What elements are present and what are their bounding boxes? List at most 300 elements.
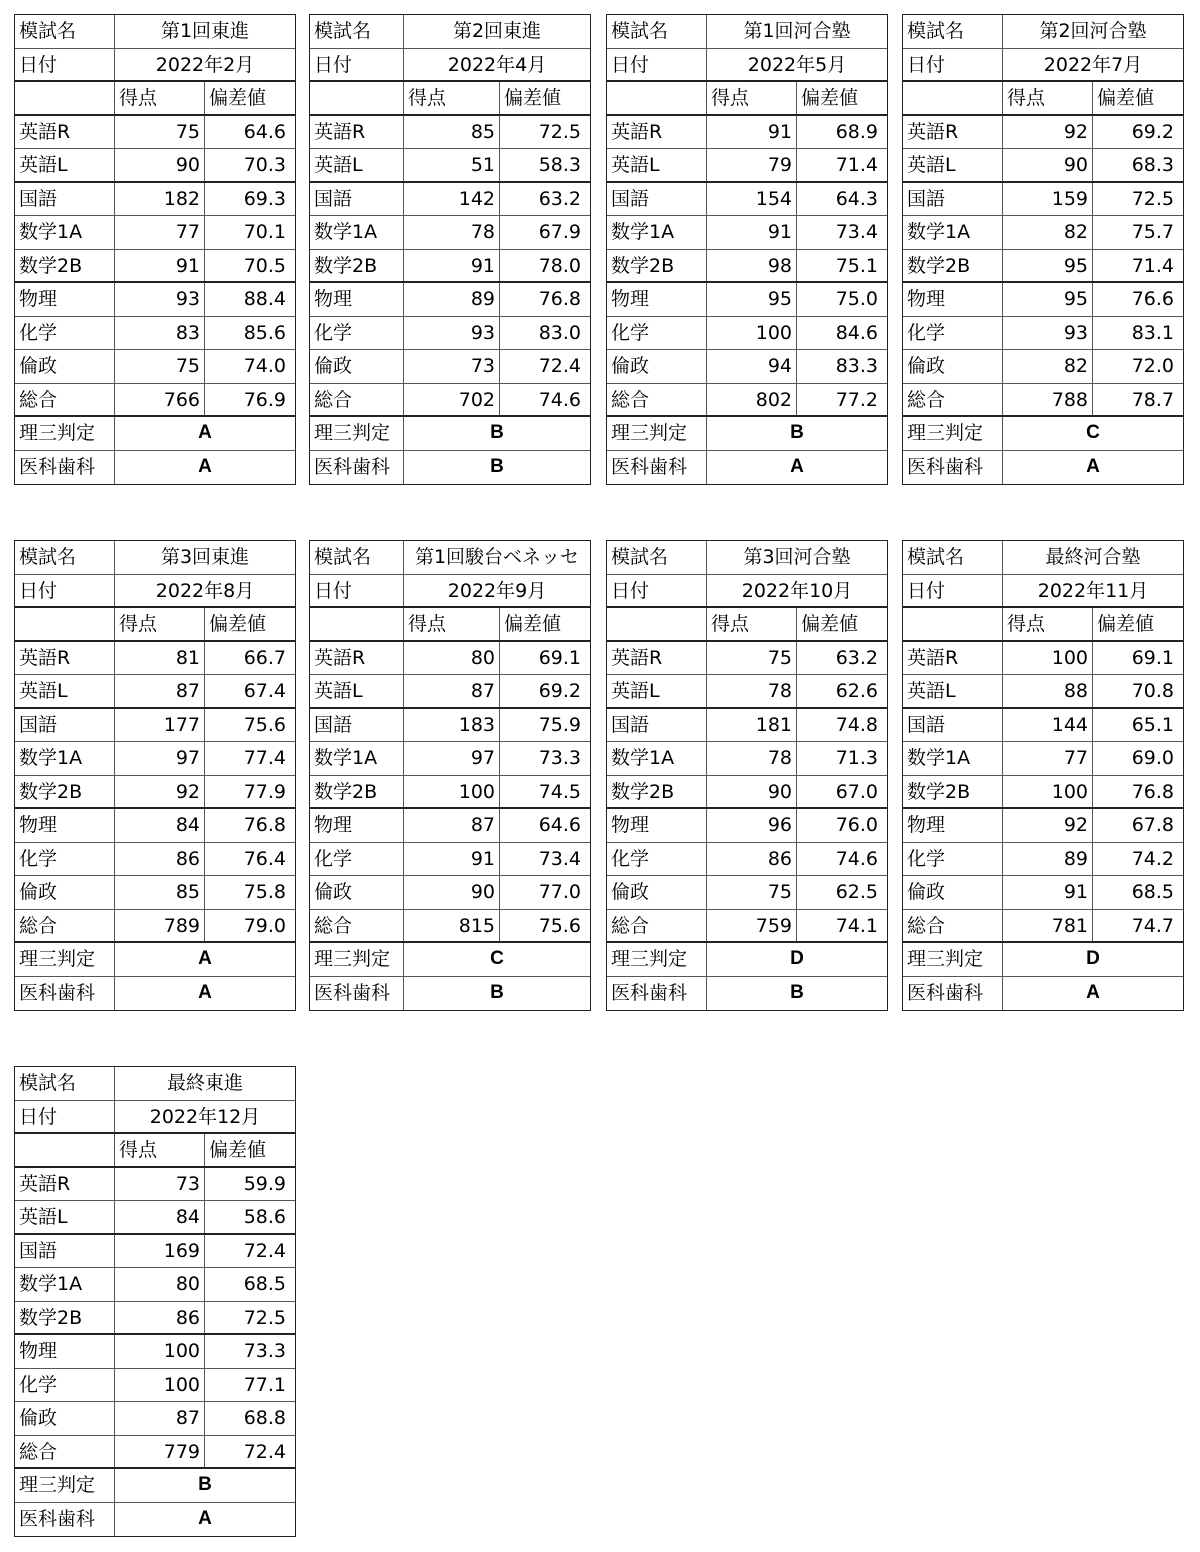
medical-judgment-label: 医科歯科 bbox=[15, 451, 115, 485]
exam-name-row bbox=[310, 541, 590, 575]
exam-date-row bbox=[15, 49, 295, 83]
blank-header-cell bbox=[310, 608, 404, 640]
subject-deviation: 72.4 bbox=[538, 355, 581, 377]
subject-deviation: 74.2 bbox=[1131, 847, 1174, 870]
exam-date-row bbox=[310, 49, 590, 83]
subject-deviation: 75.0 bbox=[835, 288, 878, 310]
exam-name-label: 模試名 bbox=[310, 15, 404, 48]
medical-judgment-label: 医科歯科 bbox=[310, 451, 404, 485]
subject-name: 数学1A bbox=[310, 216, 404, 249]
subject-deviation: 74.1 bbox=[835, 914, 878, 937]
riken3-judgment-label: 理三判定 bbox=[607, 417, 707, 450]
score-header: 得点 bbox=[1003, 82, 1093, 114]
subject-score: 78 bbox=[404, 216, 500, 249]
subject-name: 英語L bbox=[903, 149, 1003, 181]
subject-score: 80 bbox=[115, 1268, 205, 1301]
subject-deviation: 64.6 bbox=[538, 814, 581, 836]
column-header-row bbox=[903, 82, 1183, 116]
subject-deviation: 72.4 bbox=[243, 1440, 286, 1463]
subject-name: 数学2B bbox=[15, 250, 115, 282]
subject-name: 物理 bbox=[15, 283, 115, 316]
subject-score: 93 bbox=[1003, 317, 1093, 350]
subject-score: 85 bbox=[404, 116, 500, 149]
subject-name: 物理 bbox=[15, 809, 115, 842]
blank-header-cell bbox=[903, 82, 1003, 114]
subject-score: 94 bbox=[707, 350, 797, 383]
subject-score: 96 bbox=[707, 809, 797, 842]
subject-row bbox=[310, 843, 590, 877]
subject-name: 国語 bbox=[15, 1235, 115, 1268]
medical-judgment-grade: A bbox=[198, 1507, 212, 1529]
medical-judgment-label: 医科歯科 bbox=[903, 977, 1003, 1011]
subject-deviation: 77.2 bbox=[835, 388, 878, 411]
medical-judgment-label: 医科歯科 bbox=[903, 451, 1003, 485]
subject-name: 総合 bbox=[903, 384, 1003, 416]
subject-name: 国語 bbox=[310, 709, 404, 742]
medical-judgment-label: 医科歯科 bbox=[15, 1503, 115, 1537]
subject-row bbox=[903, 910, 1183, 944]
subject-deviation: 79.0 bbox=[243, 914, 286, 937]
subject-deviation: 76.9 bbox=[243, 388, 286, 411]
subject-score: 84 bbox=[115, 1201, 205, 1233]
deviation-header: 偏差値 bbox=[1097, 87, 1155, 109]
riken3-judgment-grade: B bbox=[490, 422, 504, 443]
subject-score: 95 bbox=[707, 283, 797, 316]
exam-date-value: 2022年2月 bbox=[155, 53, 255, 76]
medical-judgment-grade: B bbox=[790, 981, 804, 1003]
column-header-row bbox=[607, 608, 887, 642]
subject-deviation: 69.1 bbox=[538, 646, 581, 669]
subject-name: 英語R bbox=[903, 116, 1003, 149]
subject-name: 国語 bbox=[903, 183, 1003, 216]
subject-score: 51 bbox=[404, 149, 500, 181]
exam-name-value: 最終東進 bbox=[166, 1072, 243, 1094]
exam-name-value: 最終河合塾 bbox=[1045, 546, 1141, 568]
exam-sheet bbox=[309, 540, 591, 1011]
subject-deviation: 76.6 bbox=[1131, 288, 1174, 310]
subject-row bbox=[15, 843, 295, 877]
subject-row bbox=[903, 776, 1183, 810]
exam-name-row bbox=[607, 541, 887, 575]
exam-name-value: 第2回東進 bbox=[452, 20, 542, 42]
subject-row bbox=[607, 709, 887, 743]
subject-deviation: 85.6 bbox=[243, 321, 286, 344]
riken3-judgment-grade: C bbox=[1086, 422, 1100, 443]
subject-name: 数学1A bbox=[15, 742, 115, 775]
subject-score: 759 bbox=[707, 910, 797, 942]
subject-name: 物理 bbox=[903, 809, 1003, 842]
subject-name: 国語 bbox=[903, 709, 1003, 742]
subject-row bbox=[15, 250, 295, 284]
subject-score: 92 bbox=[1003, 116, 1093, 149]
riken3-judgment-row bbox=[310, 943, 590, 977]
subject-name: 倫政 bbox=[15, 1402, 115, 1435]
subject-row bbox=[310, 350, 590, 384]
subject-name: 英語L bbox=[310, 149, 404, 181]
subject-name: 総合 bbox=[15, 1436, 115, 1468]
exam-date-row bbox=[607, 49, 887, 83]
subject-name: 物理 bbox=[607, 283, 707, 316]
riken3-judgment-label: 理三判定 bbox=[15, 417, 115, 450]
subject-row bbox=[903, 317, 1183, 351]
subject-row bbox=[310, 183, 590, 217]
subject-name: 数学2B bbox=[310, 250, 404, 282]
subject-score: 91 bbox=[115, 250, 205, 282]
subject-name: 化学 bbox=[15, 1369, 115, 1402]
exam-date-row bbox=[607, 575, 887, 609]
exam-date-label: 日付 bbox=[607, 49, 707, 81]
exam-name-value: 第3回東進 bbox=[160, 546, 250, 568]
subject-row bbox=[15, 350, 295, 384]
subject-name: 国語 bbox=[607, 709, 707, 742]
exam-date-label: 日付 bbox=[607, 575, 707, 607]
subject-name: 英語R bbox=[15, 116, 115, 149]
medical-judgment-row bbox=[15, 977, 295, 1011]
subject-score: 97 bbox=[404, 742, 500, 775]
exam-name-value: 第1回東進 bbox=[160, 20, 250, 42]
subject-score: 702 bbox=[404, 384, 500, 416]
subject-score: 86 bbox=[115, 843, 205, 876]
subject-row bbox=[607, 350, 887, 384]
exam-sheet bbox=[309, 14, 591, 485]
subject-name: 物理 bbox=[310, 283, 404, 316]
column-header-row bbox=[903, 608, 1183, 642]
subject-deviation: 76.8 bbox=[1131, 780, 1174, 803]
subject-name: 数学2B bbox=[310, 776, 404, 808]
medical-judgment-grade: A bbox=[1086, 981, 1100, 1003]
subject-deviation: 69.2 bbox=[1131, 120, 1174, 143]
subject-name: 数学2B bbox=[15, 776, 115, 808]
subject-deviation: 75.7 bbox=[1131, 221, 1174, 243]
subject-deviation: 73.4 bbox=[835, 221, 878, 243]
subject-row bbox=[15, 1302, 295, 1336]
subject-deviation: 74.7 bbox=[1131, 914, 1174, 937]
deviation-header: 偏差値 bbox=[209, 613, 267, 635]
subject-score: 95 bbox=[1003, 283, 1093, 316]
subject-name: 倫政 bbox=[903, 876, 1003, 909]
subject-deviation: 78.0 bbox=[538, 254, 581, 277]
subject-name: 数学1A bbox=[310, 742, 404, 775]
subject-name: 英語R bbox=[903, 642, 1003, 675]
subject-row bbox=[903, 250, 1183, 284]
subject-row bbox=[15, 149, 295, 183]
blank-header-cell bbox=[903, 608, 1003, 640]
riken3-judgment-row bbox=[15, 417, 295, 451]
subject-row bbox=[310, 250, 590, 284]
subject-deviation: 70.5 bbox=[243, 254, 286, 277]
subject-name: 倫政 bbox=[903, 350, 1003, 383]
deviation-header: 偏差値 bbox=[209, 1139, 267, 1161]
exam-sheet bbox=[606, 14, 888, 485]
subject-row bbox=[15, 384, 295, 418]
exam-date-row bbox=[903, 575, 1183, 609]
medical-judgment-row bbox=[607, 977, 887, 1011]
exam-date-label: 日付 bbox=[903, 49, 1003, 81]
subject-deviation: 72.0 bbox=[1131, 355, 1174, 377]
deviation-header: 偏差値 bbox=[504, 613, 562, 635]
subject-score: 83 bbox=[115, 317, 205, 350]
medical-judgment-row bbox=[310, 977, 590, 1011]
subject-deviation: 78.7 bbox=[1131, 388, 1174, 411]
riken3-judgment-grade: D bbox=[790, 948, 804, 969]
subject-score: 86 bbox=[115, 1302, 205, 1334]
subject-name: 化学 bbox=[310, 843, 404, 876]
subject-name: 物理 bbox=[607, 809, 707, 842]
subject-row bbox=[15, 216, 295, 250]
medical-judgment-row bbox=[15, 451, 295, 485]
subject-row bbox=[15, 317, 295, 351]
subject-score: 142 bbox=[404, 183, 500, 216]
subject-deviation: 64.6 bbox=[243, 120, 286, 143]
subject-name: 数学1A bbox=[903, 216, 1003, 249]
exam-date-value: 2022年4月 bbox=[447, 53, 547, 76]
subject-row bbox=[607, 250, 887, 284]
subject-row bbox=[310, 742, 590, 776]
subject-deviation: 84.6 bbox=[835, 321, 878, 344]
blank-header-cell bbox=[607, 82, 707, 114]
blank-header-cell bbox=[15, 1134, 115, 1166]
exam-date-label: 日付 bbox=[15, 575, 115, 607]
subject-score: 98 bbox=[707, 250, 797, 282]
subject-deviation: 88.4 bbox=[243, 288, 286, 310]
subject-deviation: 67.8 bbox=[1131, 814, 1174, 836]
subject-deviation: 68.9 bbox=[835, 120, 878, 143]
riken3-judgment-row bbox=[903, 417, 1183, 451]
deviation-header: 偏差値 bbox=[504, 87, 562, 109]
blank-header-cell bbox=[607, 608, 707, 640]
subject-score: 90 bbox=[1003, 149, 1093, 181]
subject-name: 国語 bbox=[15, 183, 115, 216]
subject-name: 数学1A bbox=[15, 1268, 115, 1301]
blank-header-cell bbox=[15, 82, 115, 114]
subject-row bbox=[15, 675, 295, 709]
subject-score: 87 bbox=[404, 675, 500, 707]
riken3-judgment-row bbox=[903, 943, 1183, 977]
subject-score: 91 bbox=[404, 843, 500, 876]
medical-judgment-row bbox=[15, 1503, 295, 1537]
subject-row bbox=[607, 283, 887, 317]
subject-name: 英語L bbox=[15, 1201, 115, 1233]
subject-score: 788 bbox=[1003, 384, 1093, 416]
subject-deviation: 75.1 bbox=[835, 254, 878, 277]
medical-judgment-grade: B bbox=[490, 981, 504, 1003]
riken3-judgment-label: 理三判定 bbox=[310, 943, 404, 976]
deviation-header: 偏差値 bbox=[1097, 613, 1155, 635]
subject-name: 倫政 bbox=[607, 350, 707, 383]
subject-row bbox=[607, 384, 887, 418]
subject-deviation: 62.5 bbox=[835, 881, 878, 903]
score-header: 得点 bbox=[1003, 608, 1093, 640]
subject-score: 78 bbox=[707, 675, 797, 707]
subject-row bbox=[15, 1402, 295, 1436]
subject-name: 英語R bbox=[310, 642, 404, 675]
subject-deviation: 83.1 bbox=[1131, 321, 1174, 344]
exam-date-label: 日付 bbox=[15, 49, 115, 81]
subject-score: 82 bbox=[1003, 216, 1093, 249]
subject-row bbox=[903, 742, 1183, 776]
subject-row bbox=[607, 183, 887, 217]
exam-date-value: 2022年8月 bbox=[155, 579, 255, 602]
subject-row bbox=[607, 317, 887, 351]
exam-name-label: 模試名 bbox=[903, 541, 1003, 574]
subject-name: 化学 bbox=[310, 317, 404, 350]
subject-row bbox=[903, 384, 1183, 418]
exam-name-label: 模試名 bbox=[15, 15, 115, 48]
subject-deviation: 67.9 bbox=[538, 221, 581, 243]
subject-row bbox=[310, 283, 590, 317]
subject-deviation: 72.5 bbox=[538, 120, 581, 143]
subject-name: 英語R bbox=[15, 642, 115, 675]
column-header-row bbox=[310, 608, 590, 642]
subject-deviation: 68.5 bbox=[243, 1273, 286, 1295]
column-header-row bbox=[310, 82, 590, 116]
subject-row bbox=[15, 809, 295, 843]
subject-score: 78 bbox=[707, 742, 797, 775]
subject-score: 100 bbox=[115, 1369, 205, 1402]
subject-score: 181 bbox=[707, 709, 797, 742]
subject-deviation: 59.9 bbox=[243, 1172, 286, 1195]
subject-row bbox=[310, 910, 590, 944]
exam-date-row bbox=[903, 49, 1183, 83]
subject-score: 169 bbox=[115, 1235, 205, 1268]
subject-deviation: 63.2 bbox=[538, 187, 581, 210]
subject-deviation: 69.3 bbox=[243, 187, 286, 210]
riken3-judgment-grade: A bbox=[198, 948, 212, 969]
subject-score: 97 bbox=[115, 742, 205, 775]
subject-row bbox=[903, 116, 1183, 150]
exam-name-row bbox=[903, 15, 1183, 49]
exam-date-value: 2022年5月 bbox=[747, 53, 847, 76]
subject-row bbox=[903, 843, 1183, 877]
subject-score: 100 bbox=[707, 317, 797, 350]
subject-row bbox=[903, 675, 1183, 709]
subject-name: 総合 bbox=[15, 910, 115, 942]
exam-name-row bbox=[15, 15, 295, 49]
exam-date-label: 日付 bbox=[310, 49, 404, 81]
deviation-header: 偏差値 bbox=[801, 87, 859, 109]
subject-score: 92 bbox=[115, 776, 205, 808]
subject-deviation: 71.4 bbox=[835, 154, 878, 176]
medical-judgment-row bbox=[903, 451, 1183, 485]
subject-deviation: 76.0 bbox=[835, 814, 878, 836]
subject-name: 数学2B bbox=[15, 1302, 115, 1334]
subject-row bbox=[310, 216, 590, 250]
subject-score: 79 bbox=[707, 149, 797, 181]
subject-score: 781 bbox=[1003, 910, 1093, 942]
exam-date-row bbox=[310, 575, 590, 609]
exam-name-value: 第2回河合塾 bbox=[1039, 20, 1147, 42]
subject-score: 100 bbox=[115, 1335, 205, 1368]
subject-deviation: 72.4 bbox=[243, 1239, 286, 1262]
exam-name-row bbox=[15, 1067, 295, 1101]
score-header: 得点 bbox=[404, 82, 500, 114]
subject-name: 倫政 bbox=[310, 876, 404, 909]
exam-name-row bbox=[903, 541, 1183, 575]
subject-row bbox=[607, 642, 887, 676]
subject-name: 英語R bbox=[607, 642, 707, 675]
subject-name: 英語L bbox=[607, 149, 707, 181]
subject-deviation: 58.6 bbox=[243, 1206, 286, 1228]
subject-row bbox=[310, 317, 590, 351]
subject-row bbox=[310, 809, 590, 843]
subject-deviation: 77.1 bbox=[243, 1373, 286, 1396]
subject-name: 倫政 bbox=[310, 350, 404, 383]
subject-deviation: 68.3 bbox=[1131, 154, 1174, 176]
subject-deviation: 70.3 bbox=[243, 154, 286, 176]
subject-score: 85 bbox=[115, 876, 205, 909]
subject-deviation: 74.6 bbox=[538, 388, 581, 411]
subject-score: 159 bbox=[1003, 183, 1093, 216]
exam-date-label: 日付 bbox=[310, 575, 404, 607]
subject-score: 75 bbox=[707, 876, 797, 909]
subject-name: 化学 bbox=[15, 843, 115, 876]
subject-deviation: 73.3 bbox=[243, 1340, 286, 1362]
riken3-judgment-grade: D bbox=[1086, 948, 1100, 969]
subject-deviation: 75.8 bbox=[243, 881, 286, 903]
subject-row bbox=[15, 1168, 295, 1202]
riken3-judgment-grade: C bbox=[490, 948, 504, 969]
subject-row bbox=[15, 876, 295, 910]
subject-deviation: 77.4 bbox=[243, 747, 286, 769]
subject-name: 英語L bbox=[310, 675, 404, 707]
subject-name: 英語L bbox=[15, 675, 115, 707]
subject-row bbox=[903, 709, 1183, 743]
subject-row bbox=[15, 283, 295, 317]
subject-name: 英語R bbox=[607, 116, 707, 149]
riken3-judgment-label: 理三判定 bbox=[310, 417, 404, 450]
subject-name: 数学2B bbox=[903, 776, 1003, 808]
riken3-judgment-label: 理三判定 bbox=[903, 943, 1003, 976]
subject-score: 90 bbox=[404, 876, 500, 909]
deviation-header: 偏差値 bbox=[209, 87, 267, 109]
riken3-judgment-row bbox=[15, 943, 295, 977]
subject-row bbox=[15, 910, 295, 944]
subject-score: 86 bbox=[707, 843, 797, 876]
subject-row bbox=[310, 675, 590, 709]
exam-date-label: 日付 bbox=[15, 1101, 115, 1133]
column-header-row bbox=[15, 1134, 295, 1168]
subject-score: 73 bbox=[404, 350, 500, 383]
subject-score: 87 bbox=[404, 809, 500, 842]
subject-deviation: 66.7 bbox=[243, 646, 286, 669]
medical-judgment-grade: A bbox=[1086, 455, 1100, 477]
subject-name: 総合 bbox=[15, 384, 115, 416]
exam-name-value: 第3回河合塾 bbox=[743, 546, 851, 568]
subject-score: 81 bbox=[115, 642, 205, 675]
exam-name-label: 模試名 bbox=[607, 15, 707, 48]
subject-row bbox=[607, 876, 887, 910]
subject-row bbox=[310, 876, 590, 910]
subject-score: 89 bbox=[1003, 843, 1093, 876]
subject-score: 73 bbox=[115, 1168, 205, 1201]
riken3-judgment-row bbox=[607, 943, 887, 977]
subject-score: 87 bbox=[115, 1402, 205, 1435]
subject-deviation: 76.4 bbox=[243, 847, 286, 870]
subject-score: 77 bbox=[115, 216, 205, 249]
subject-deviation: 69.2 bbox=[538, 680, 581, 702]
riken3-judgment-label: 理三判定 bbox=[15, 943, 115, 976]
subject-score: 82 bbox=[1003, 350, 1093, 383]
exam-sheet bbox=[14, 14, 296, 485]
riken3-judgment-row bbox=[607, 417, 887, 451]
subject-row bbox=[15, 1335, 295, 1369]
subject-row bbox=[607, 149, 887, 183]
subject-name: 化学 bbox=[607, 843, 707, 876]
subject-score: 88 bbox=[1003, 675, 1093, 707]
subject-deviation: 83.0 bbox=[538, 321, 581, 344]
subject-deviation: 68.5 bbox=[1131, 881, 1174, 903]
subject-deviation: 77.0 bbox=[538, 881, 581, 903]
